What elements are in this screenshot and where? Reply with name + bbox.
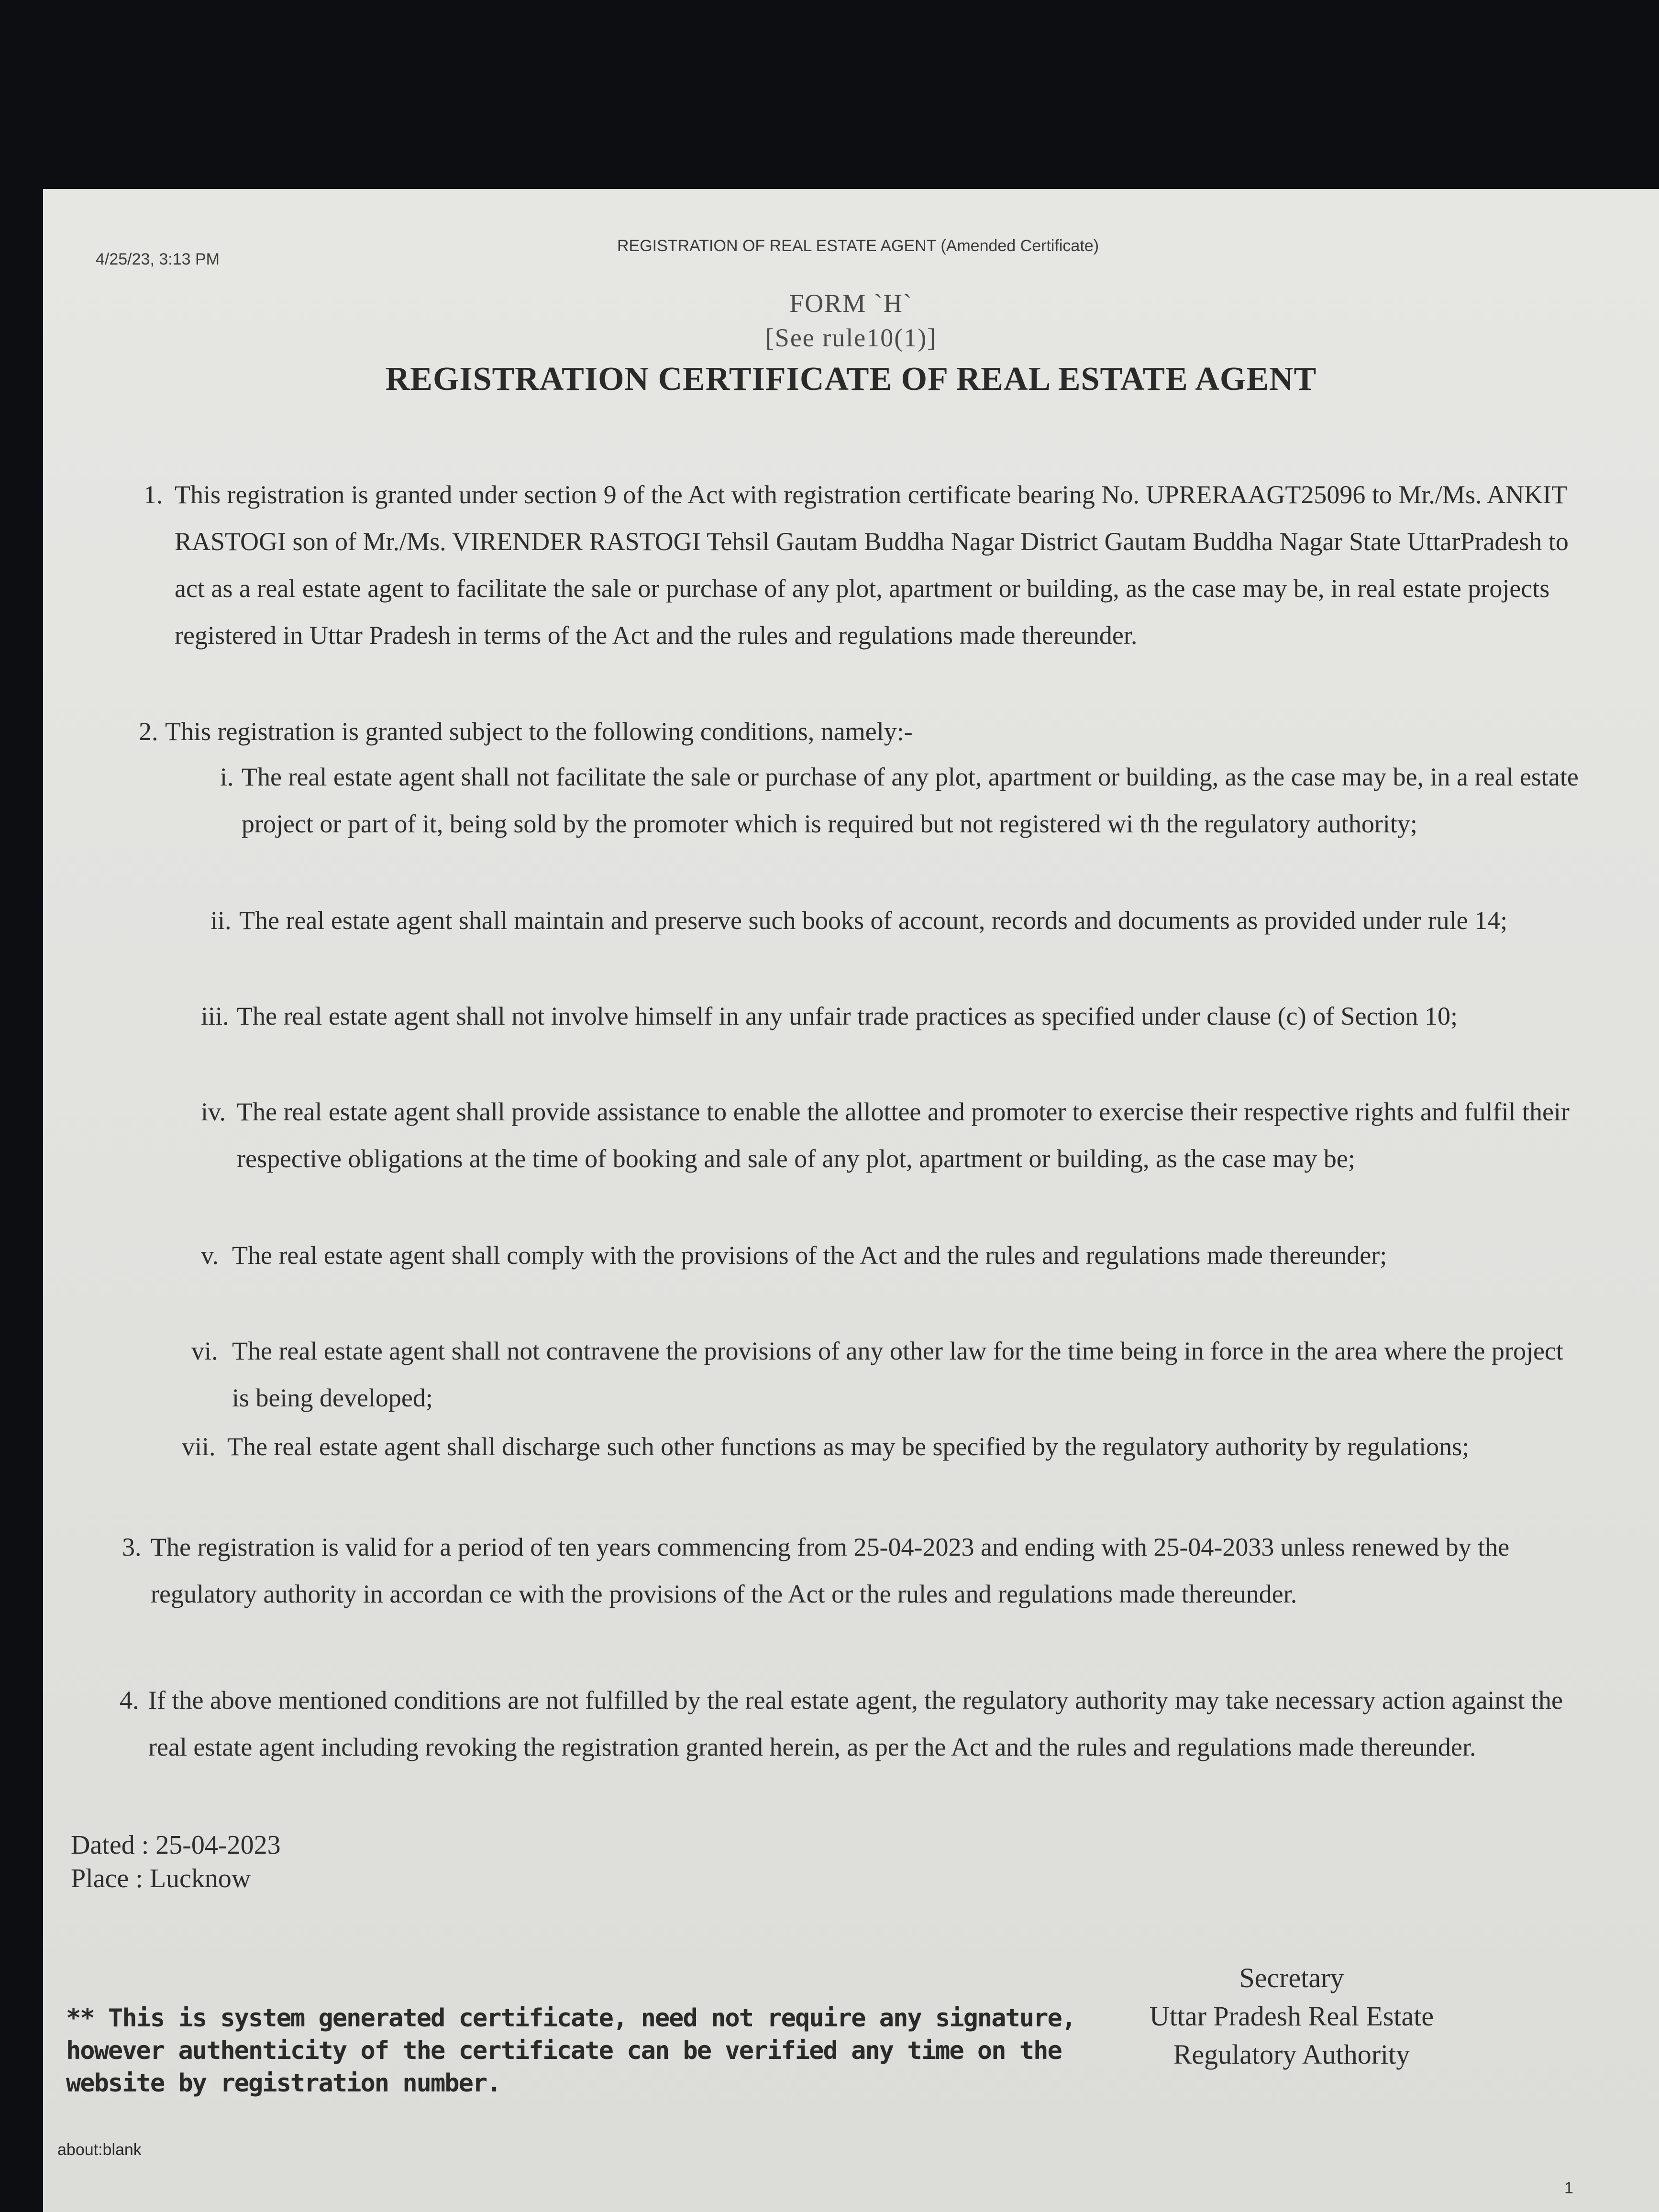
signatory-org-line2: Regulatory Authority — [1173, 2039, 1410, 2070]
print-url: about:blank — [57, 2141, 142, 2159]
condition-number: v. — [201, 1241, 219, 1270]
clause-3 — [122, 1524, 1562, 1617]
condition-number: vi. — [191, 1337, 218, 1365]
dated-line: Dated : 25-04-2023 — [71, 1830, 281, 1860]
clause-number: 4. — [120, 1686, 139, 1714]
clause-4 — [120, 1677, 1564, 1770]
condition-v — [201, 1232, 1579, 1279]
condition-vii — [182, 1423, 1569, 1470]
condition-ii — [210, 897, 1588, 944]
place-line: Place : Lucknow — [71, 1864, 251, 1893]
form-label: FORM `H` — [789, 289, 913, 318]
condition-number: iii. — [201, 1002, 229, 1030]
condition-iv — [201, 1088, 1579, 1182]
condition-number: vii. — [182, 1432, 216, 1461]
system-generated-note: ** This is system generated certificate, need not require any signature, however authenticity of the certificate can be verified any time on the website by registration number. — [66, 2004, 1076, 2098]
print-datetime: 4/25/23, 3:13 PM — [96, 250, 220, 268]
condition-text: The real estate agent shall comply with the provisions of the Act and the rules and regulations made thereunder; — [232, 1241, 1387, 1270]
condition-vi — [191, 1327, 1579, 1421]
condition-number: iv. — [201, 1097, 226, 1126]
clause-number: 1. — [144, 480, 163, 509]
condition-text: The real estate agent shall not involve himself in any unfair trade practices as specified under clause (c) of Section 10; — [237, 1002, 1458, 1030]
clause-2 — [139, 708, 1574, 755]
page-number: 1 — [1564, 2179, 1573, 2197]
signatory-block — [1110, 1959, 1473, 2074]
certificate-title: REGISTRATION CERTIFICATE OF REAL ESTATE AGENT — [385, 361, 1317, 398]
condition-text: The real estate agent shall discharge such other functions as may be specified by the regulatory authority by regulations; — [227, 1432, 1470, 1461]
clause-number: 2. — [139, 717, 158, 746]
signatory-org-line1: Uttar Pradesh Real Estate — [1149, 2001, 1434, 2032]
condition-text: The real estate agent shall provide assistance to enable the allottee and promoter to exercise their respective rights and fulfil their respective obligations at the time of booking and sale of any plot, apartment or building, as the case may be; — [237, 1097, 1570, 1173]
clause-text: If the above mentioned conditions are not fulfilled by the real estate agent, the regulatory authority may take necessary action against the real estate agent including revoking the registration granted herein, as per the Act and the rules and regulations made thereunder. — [148, 1686, 1563, 1761]
condition-iii — [201, 993, 1588, 1040]
condition-text: The real estate agent shall not facilitate the sale or purchase of any plot, apartment or building, as the case may be, in a real estate project or part of it, being sold by the promoter which is required but not registered wi th the regulatory authority; — [242, 763, 1579, 838]
clause-text: This registration is granted under section 9 of the Act with registration certificate bearing No. UPRERAAGT25096 to Mr./Ms. ANKIT RASTOGI son of Mr./Ms. VIRENDER RASTOGI Tehsil Gautam Buddha Nagar District Gautam Buddha Nagar State UttarPradesh to act as a real estate agent to facilitate the sale or purchase of any plot, apartment or building, as the case may be, in real estate projects registered in Uttar Pradesh in terms of the Act and the rules and regulations made thereunder. — [175, 480, 1569, 650]
clause-number: 3. — [122, 1533, 142, 1561]
clause-text: This registration is granted subject to the following conditions, namely:- — [165, 717, 913, 746]
condition-text: The real estate agent shall maintain and preserve such books of account, records and documents as provided under rule 14; — [239, 906, 1508, 935]
rule-reference: [See rule10(1)] — [765, 323, 937, 352]
condition-number: ii. — [210, 906, 232, 935]
condition-text: The real estate agent shall not contravene the provisions of any other law for the time being in force in the area where the project is being developed; — [232, 1337, 1563, 1412]
clause-1 — [144, 471, 1583, 659]
certificate-page — [43, 189, 1659, 2212]
condition-number: i. — [220, 763, 234, 791]
condition-i — [220, 753, 1588, 847]
clause-text: The registration is valid for a period of ten years commencing from 25-04-2023 and ending with 25-04-2033 unless renewed by the regulatory authority in accordan ce with the provisions of the Act or the rules and regulations made thereunder. — [151, 1533, 1510, 1608]
print-header-title: REGISTRATION OF REAL ESTATE AGENT (Amended Certificate) — [617, 237, 1099, 255]
signatory-title: Secretary — [1239, 1962, 1344, 1993]
